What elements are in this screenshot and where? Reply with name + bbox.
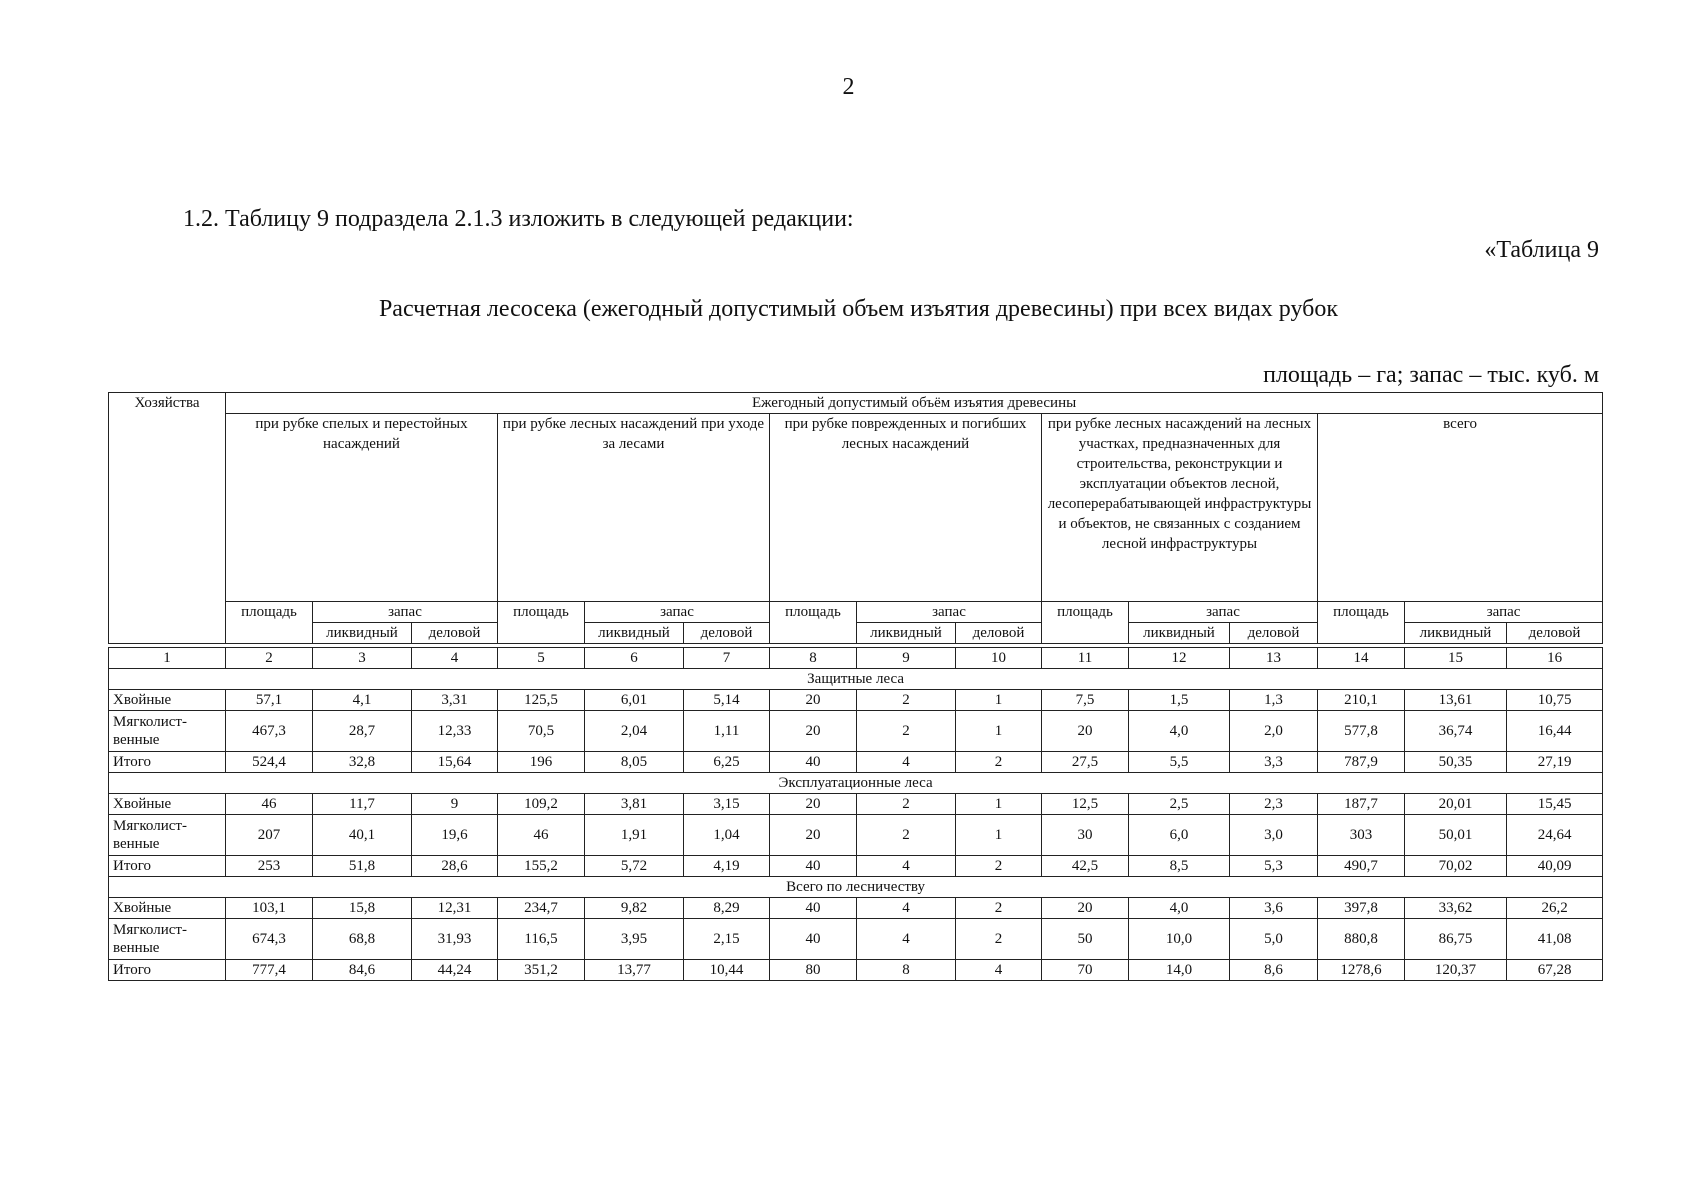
data-cell: 109,2 [498,794,585,815]
header-stock: запас [313,602,498,623]
data-cell: 674,3 [226,919,313,960]
data-cell: 70,02 [1405,856,1507,877]
data-cell: 50 [1042,919,1129,960]
data-cell: 1,11 [684,711,770,752]
data-cell: 2,5 [1129,794,1230,815]
column-number: 11 [1042,648,1129,669]
table-row [109,711,1603,752]
data-cell: 26,2 [1507,898,1603,919]
header-row-sub [109,602,1603,623]
data-cell: 31,93 [412,919,498,960]
data-cell: 51,8 [313,856,412,877]
header-commercial: деловой [1507,623,1603,644]
data-cell: 40,09 [1507,856,1603,877]
data-cell: 20 [770,690,857,711]
column-number: 6 [585,648,684,669]
data-cell: 15,64 [412,752,498,773]
column-number: 9 [857,648,956,669]
data-cell: 44,24 [412,960,498,981]
header-stock: запас [585,602,770,623]
data-cell: 33,62 [1405,898,1507,919]
table-body [109,644,1603,981]
section-row [109,773,1603,794]
table-caption: «Таблица 9 [1484,237,1599,263]
data-cell: 2 [956,898,1042,919]
data-cell: 2 [956,752,1042,773]
data-cell: 2 [857,815,956,856]
header-stock: запас [857,602,1042,623]
table-header [109,393,1603,644]
data-cell: 210,1 [1318,690,1405,711]
data-cell: 20 [770,794,857,815]
data-cell: 27,19 [1507,752,1603,773]
section-title: Защитные леса [109,669,1603,690]
header-area: площадь [770,602,857,644]
data-cell: 36,74 [1405,711,1507,752]
row-label: Мягколист-венные [109,919,226,960]
data-cell: 40,1 [313,815,412,856]
data-cell: 40 [770,919,857,960]
header-area: площадь [498,602,585,644]
data-cell: 351,2 [498,960,585,981]
column-number: 4 [412,648,498,669]
data-cell: 4 [857,898,956,919]
data-cell: 19,6 [412,815,498,856]
data-cell: 1 [956,690,1042,711]
column-number: 13 [1230,648,1318,669]
header-group-mature: при рубке спелых и перестойных насаждений [226,414,498,602]
column-number: 15 [1405,648,1507,669]
data-cell: 10,44 [684,960,770,981]
header-group-construction: при рубке лесных насаждений на лесных участках, предназначенных для строительства, реконструкции и эксплуатации объектов лесной, лесоперерабатывающей инфраструктуры и объектов, не связанных с созданием лесной инфраструктуры [1042,414,1318,602]
header-stock: запас [1129,602,1318,623]
data-cell: 2 [956,856,1042,877]
data-cell: 4 [956,960,1042,981]
header-row-main [109,393,1603,414]
header-row-groups [109,414,1603,602]
data-cell: 5,14 [684,690,770,711]
column-number: 14 [1318,648,1405,669]
header-commercial: деловой [956,623,1042,644]
data-cell: 10,75 [1507,690,1603,711]
row-label: Хвойные [109,794,226,815]
header-commercial: деловой [684,623,770,644]
data-cell: 253 [226,856,313,877]
column-number: 8 [770,648,857,669]
header-liquid: ликвидный [585,623,684,644]
data-cell: 1 [956,711,1042,752]
header-area: площадь [1318,602,1405,644]
data-cell: 196 [498,752,585,773]
data-cell: 70 [1042,960,1129,981]
data-cell: 397,8 [1318,898,1405,919]
data-cell: 5,3 [1230,856,1318,877]
data-cell: 1 [956,815,1042,856]
column-number: 10 [956,648,1042,669]
column-number: 12 [1129,648,1230,669]
data-cell: 1,5 [1129,690,1230,711]
data-cell: 6,0 [1129,815,1230,856]
header-stock: запас [1405,602,1603,623]
data-cell: 27,5 [1042,752,1129,773]
row-label: Итого [109,752,226,773]
data-cell: 86,75 [1405,919,1507,960]
data-cell: 42,5 [1042,856,1129,877]
data-cell: 28,7 [313,711,412,752]
header-group-thinning: при рубке лесных насаждений при уходе за лесами [498,414,770,602]
column-numbers-row [109,648,1603,669]
row-label: Итого [109,960,226,981]
data-cell: 13,77 [585,960,684,981]
data-cell: 2,0 [1230,711,1318,752]
data-cell: 524,4 [226,752,313,773]
column-number: 2 [226,648,313,669]
table-row [109,690,1603,711]
data-cell: 32,8 [313,752,412,773]
data-cell: 787,9 [1318,752,1405,773]
data-cell: 3,15 [684,794,770,815]
data-cell: 20 [1042,898,1129,919]
data-cell: 187,7 [1318,794,1405,815]
data-cell: 490,7 [1318,856,1405,877]
header-liquid: ликвидный [857,623,956,644]
column-number: 7 [684,648,770,669]
data-cell: 8,5 [1129,856,1230,877]
data-cell: 30 [1042,815,1129,856]
data-cell: 13,61 [1405,690,1507,711]
data-cell: 5,0 [1230,919,1318,960]
data-cell: 1,04 [684,815,770,856]
data-cell: 3,95 [585,919,684,960]
data-cell: 1,3 [1230,690,1318,711]
data-cell: 28,6 [412,856,498,877]
felling-table [108,392,1603,981]
data-cell: 4 [857,752,956,773]
data-cell: 3,3 [1230,752,1318,773]
data-cell: 5,5 [1129,752,1230,773]
data-cell: 303 [1318,815,1405,856]
section-title: Эксплуатационные леса [109,773,1603,794]
instruction-text: 1.2. Таблицу 9 подраздела 2.1.3 изложить в следующей редакции: [183,206,854,232]
section-title: Всего по лесничеству [109,877,1603,898]
data-cell: 40 [770,856,857,877]
data-cell: 5,72 [585,856,684,877]
data-cell: 207 [226,815,313,856]
header-main: Ежегодный допустимый объём изъятия древесины [226,393,1603,414]
column-number: 1 [109,648,226,669]
table-row [109,960,1603,981]
data-cell: 467,3 [226,711,313,752]
data-cell: 12,31 [412,898,498,919]
header-group-damaged: при рубке поврежденных и погибших лесных насаждений [770,414,1042,602]
data-cell: 40 [770,752,857,773]
data-cell: 50,35 [1405,752,1507,773]
data-cell: 7,5 [1042,690,1129,711]
data-cell: 20 [770,815,857,856]
data-cell: 20 [770,711,857,752]
data-cell: 8,29 [684,898,770,919]
data-cell: 125,5 [498,690,585,711]
data-cell: 1 [956,794,1042,815]
data-cell: 777,4 [226,960,313,981]
data-cell: 120,37 [1405,960,1507,981]
row-label: Мягколист-венные [109,711,226,752]
header-liquid: ликвидный [313,623,412,644]
data-cell: 3,81 [585,794,684,815]
data-cell: 2,04 [585,711,684,752]
data-cell: 14,0 [1129,960,1230,981]
data-cell: 4,0 [1129,898,1230,919]
data-cell: 8,05 [585,752,684,773]
units-label: площадь – га; запас – тыс. куб. м [1263,362,1599,388]
data-cell: 4 [857,919,956,960]
data-cell: 84,6 [313,960,412,981]
header-liquid: ликвидный [1405,623,1507,644]
data-cell: 70,5 [498,711,585,752]
data-cell: 41,08 [1507,919,1603,960]
data-cell: 155,2 [498,856,585,877]
data-cell: 880,8 [1318,919,1405,960]
table-row [109,898,1603,919]
data-cell: 4,1 [313,690,412,711]
data-cell: 8 [857,960,956,981]
row-label: Мягколист-венные [109,815,226,856]
data-cell: 3,31 [412,690,498,711]
data-cell: 1,91 [585,815,684,856]
data-cell: 4,0 [1129,711,1230,752]
data-cell: 10,0 [1129,919,1230,960]
table-row [109,794,1603,815]
data-cell: 24,64 [1507,815,1603,856]
table-row [109,752,1603,773]
data-cell: 67,28 [1507,960,1603,981]
data-cell: 46 [498,815,585,856]
data-cell: 57,1 [226,690,313,711]
header-area: площадь [226,602,313,644]
data-cell: 4,19 [684,856,770,877]
data-cell: 15,8 [313,898,412,919]
data-cell: 103,1 [226,898,313,919]
data-cell: 68,8 [313,919,412,960]
data-cell: 50,01 [1405,815,1507,856]
header-group-total: всего [1318,414,1603,602]
page-number: 2 [842,74,855,100]
row-label: Итого [109,856,226,877]
data-cell: 2 [857,711,956,752]
data-cell: 12,5 [1042,794,1129,815]
data-cell: 1278,6 [1318,960,1405,981]
section-row [109,877,1603,898]
data-cell: 20 [1042,711,1129,752]
row-label: Хвойные [109,898,226,919]
header-commercial: деловой [1230,623,1318,644]
data-cell: 2,3 [1230,794,1318,815]
data-cell: 6,25 [684,752,770,773]
data-cell: 46 [226,794,313,815]
data-cell: 4 [857,856,956,877]
table-title: Расчетная лесосека (ежегодный допустимый объем изъятия древесины) при всех видах рубок [378,296,1339,322]
data-cell: 9,82 [585,898,684,919]
header-liquid: ликвидный [1129,623,1230,644]
data-cell: 2 [857,794,956,815]
data-cell: 8,6 [1230,960,1318,981]
data-cell: 40 [770,898,857,919]
data-cell: 234,7 [498,898,585,919]
data-cell: 16,44 [1507,711,1603,752]
data-cell: 9 [412,794,498,815]
column-number: 3 [313,648,412,669]
table-row [109,856,1603,877]
column-number: 5 [498,648,585,669]
section-row [109,669,1603,690]
data-cell: 80 [770,960,857,981]
data-cell: 3,0 [1230,815,1318,856]
data-cell: 2,15 [684,919,770,960]
data-cell: 116,5 [498,919,585,960]
data-cell: 11,7 [313,794,412,815]
data-cell: 12,33 [412,711,498,752]
data-cell: 2 [956,919,1042,960]
header-area: площадь [1042,602,1129,644]
data-cell: 15,45 [1507,794,1603,815]
table-row [109,919,1603,960]
table-row [109,815,1603,856]
row-label: Хвойные [109,690,226,711]
data-cell: 20,01 [1405,794,1507,815]
column-number: 16 [1507,648,1603,669]
data-cell: 3,6 [1230,898,1318,919]
data-cell: 577,8 [1318,711,1405,752]
header-commercial: деловой [412,623,498,644]
data-cell: 2 [857,690,956,711]
header-farms: Хозяйства [109,393,226,644]
data-cell: 6,01 [585,690,684,711]
